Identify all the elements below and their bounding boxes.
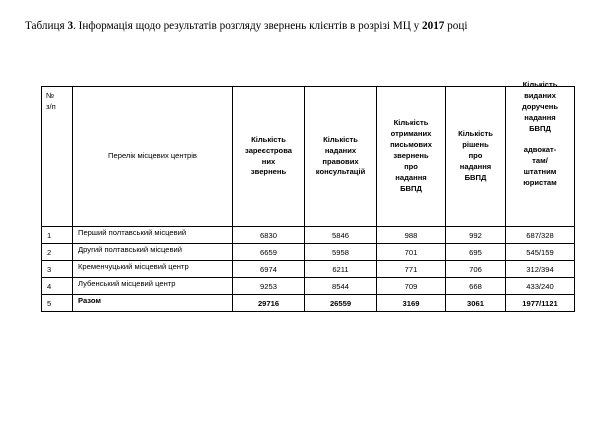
caption-prefix: Таблиця xyxy=(25,20,68,32)
cell-no: 4 xyxy=(42,278,73,295)
cell-no: 1 xyxy=(42,227,73,244)
header-orders-text: Кількість виданих доручень надання БВПД адвокат- там/ штатним юристам xyxy=(521,80,559,188)
cell-consultations: 5846 xyxy=(305,227,377,244)
table-row xyxy=(42,261,575,278)
cell-consultations: 5958 xyxy=(305,244,377,261)
cell-name: Кременчуцький місцевий центр xyxy=(73,261,233,278)
table-caption xyxy=(25,19,585,33)
cell-orders: 545/159 xyxy=(506,244,575,261)
caption-text: . Інформація щодо результатів розгляду звернень клієнтів в розрізі МЦ у xyxy=(73,20,422,32)
header-orders xyxy=(506,80,575,227)
cell-written: 701 xyxy=(377,244,446,261)
caption-year: 2017 xyxy=(422,20,445,32)
cell-decisions: 706 xyxy=(446,261,506,278)
cell-orders: 687/328 xyxy=(506,227,575,244)
header-registered-text: Кількість зареєстрова них звернень xyxy=(245,134,292,177)
header-row xyxy=(42,87,575,227)
header-decisions xyxy=(446,87,506,227)
cell-written: 988 xyxy=(377,227,446,244)
table-row xyxy=(42,227,575,244)
header-consultations xyxy=(305,87,377,227)
cell-orders: 1977/1121 xyxy=(506,295,575,312)
header-written xyxy=(377,87,446,227)
cell-consultations: 8544 xyxy=(305,278,377,295)
header-number-text: № з/п xyxy=(46,91,56,111)
cell-written: 771 xyxy=(377,261,446,278)
header-centers xyxy=(73,87,233,227)
cell-name: Лубенський місцевий центр xyxy=(73,278,233,295)
cell-orders: 433/240 xyxy=(506,278,575,295)
cell-no: 3 xyxy=(42,261,73,278)
header-written-text: Кількість отриманих письмових звернень про надання БВПД xyxy=(390,118,432,193)
table-row xyxy=(42,278,575,295)
cell-orders: 312/394 xyxy=(506,261,575,278)
header-number xyxy=(42,87,73,227)
cell-decisions: 668 xyxy=(446,278,506,295)
cell-written: 3169 xyxy=(377,295,446,312)
cell-name: Другий полтавський місцевий xyxy=(73,244,233,261)
cell-registered: 6974 xyxy=(233,261,305,278)
caption-table-number: 3 xyxy=(67,20,74,32)
cell-name: Перший полтавський місцевий xyxy=(73,227,233,244)
total-row xyxy=(42,295,575,312)
cell-decisions: 695 xyxy=(446,244,506,261)
header-decisions-text: Кількість рішень про надання БВПД xyxy=(458,129,493,182)
cell-consultations: 26559 xyxy=(305,295,377,312)
cell-consultations: 6211 xyxy=(305,261,377,278)
cell-name: Разом xyxy=(73,295,233,312)
cell-written: 709 xyxy=(377,278,446,295)
cell-registered: 29716 xyxy=(233,295,305,312)
table-row xyxy=(42,244,575,261)
cell-no: 2 xyxy=(42,244,73,261)
cell-decisions: 992 xyxy=(446,227,506,244)
header-centers-text: Перелік місцевих центрів xyxy=(108,151,197,161)
cell-registered: 6830 xyxy=(233,227,305,244)
cell-registered: 9253 xyxy=(233,278,305,295)
results-table xyxy=(41,80,575,312)
header-registered xyxy=(233,87,305,227)
header-consultations-text: Кількість наданих правових консультацій xyxy=(315,134,366,177)
cell-decisions: 3061 xyxy=(446,295,506,312)
caption-suffix: році xyxy=(444,20,468,32)
cell-registered: 6659 xyxy=(233,244,305,261)
cell-no: 5 xyxy=(42,295,73,312)
